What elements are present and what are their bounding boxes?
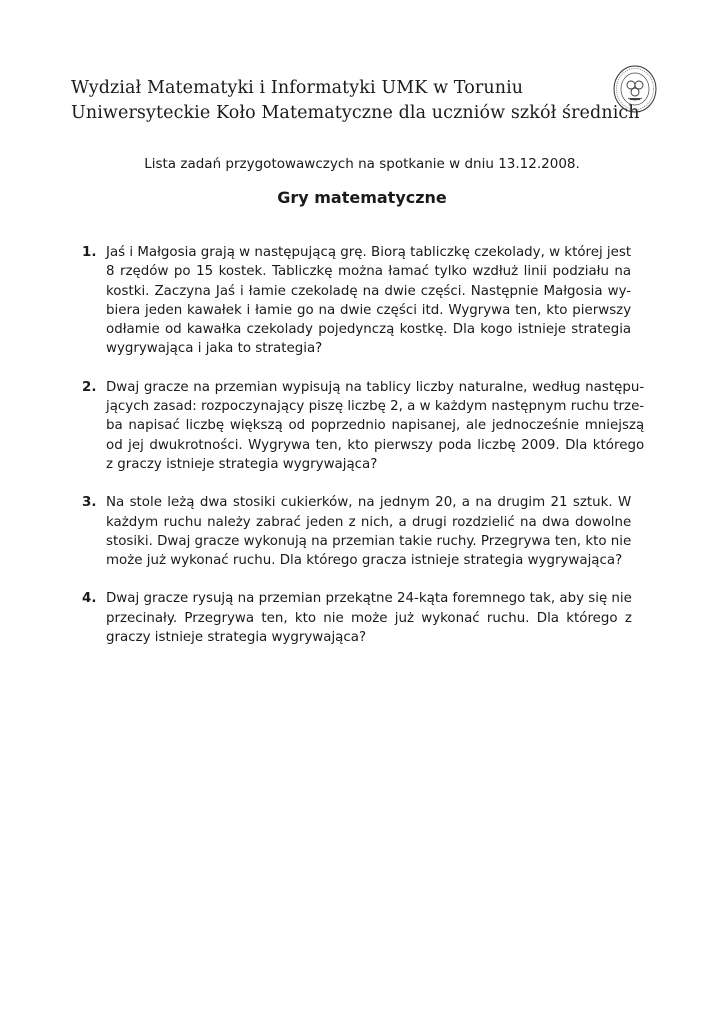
meeting-info: Lista zadań przygotowawczych na spotkanie w dniu 13.12.2008. bbox=[144, 156, 580, 172]
problem-line: Dwaj gracze na przemian wypisują na tablicy liczby naturalne, według następu- bbox=[106, 379, 645, 395]
problem-line: 8 rzędów po 15 kostek. Tabliczkę można łamać tylko wzdłuż linii podziału na bbox=[106, 264, 632, 280]
problem-line: biera jeden kawałek i łamie go na dwie części itd. Wygrywa ten, kto pierwszy bbox=[106, 302, 632, 318]
problem-line: Jaś i Małgosia grają w następującą grę. Biorą tabliczkę czekolady, w której jest bbox=[106, 245, 632, 260]
problem-list bbox=[82, 243, 645, 666]
problem-line: wygrywająca i jaka to strategia? bbox=[106, 341, 323, 357]
problem-line: jących zasad: rozpoczynający piszę liczbę 2, a w każdym następnym ruchu trze- bbox=[106, 399, 645, 415]
problem-line: Dwaj gracze rysują na przemian przekątne 24-kąta foremnego tak, aby się nie bbox=[106, 591, 632, 607]
problem-line: może już wykonać ruchu. Dla którego gracza istnieje strategia wygrywająca? bbox=[106, 553, 623, 569]
problem-line: od jej dwukrotności. Wygrywa ten, kto pierwszy poda liczbę 2009. Dla którego bbox=[106, 437, 645, 453]
problem-text bbox=[106, 493, 631, 570]
problem-text bbox=[106, 589, 632, 647]
club-name: Uniwersyteckie Koło Matematyczne dla uczniów szkół średnich bbox=[71, 103, 640, 123]
problem-line: z graczy istnieje strategia wygrywająca? bbox=[106, 456, 378, 472]
problem-line: stosiki. Dwaj gracze wykonują na przemian takie ruchy. Przegrywa ten, kto nie bbox=[106, 533, 632, 549]
problem-text bbox=[106, 243, 631, 359]
problem-line: każdym ruchu należy zabrać jeden z nich, a drugi rozdzielić na dwa dowolne bbox=[106, 514, 632, 530]
page-title: Gry matematyczne bbox=[277, 188, 447, 207]
problem-number: 4. bbox=[82, 591, 97, 607]
problem-number: 2. bbox=[82, 379, 97, 395]
university-seal-icon bbox=[612, 64, 658, 114]
problem-line: odłamie od kawałka czekolady pojedynczą kostkę. Dla kogo istnieje strategia bbox=[106, 322, 632, 338]
faculty-header bbox=[71, 76, 640, 126]
problem-number: 1. bbox=[82, 245, 97, 260]
problem-2 bbox=[82, 378, 645, 474]
problem-line: przecinały. Przegrywa ten, kto nie może już wykonać ruchu. Dla którego z bbox=[106, 610, 632, 626]
problem-line: kostki. Zaczyna Jaś i łamie czekoladę na dwie części. Następnie Małgosia wy- bbox=[106, 283, 632, 299]
problem-line: graczy istnieje strategia wygrywająca? bbox=[106, 630, 367, 646]
problem-4 bbox=[82, 589, 632, 647]
problem-number: 3. bbox=[82, 495, 97, 511]
problem-3 bbox=[82, 493, 632, 570]
problem-line: ba napisać liczbę większą od poprzednio napisanej, ale jednocześnie mniejszą bbox=[106, 418, 645, 434]
problem-1 bbox=[82, 243, 632, 359]
faculty-name: Wydział Matematyki i Informatyki UMK w Toruniu bbox=[71, 78, 524, 98]
problem-text bbox=[106, 378, 644, 474]
problem-line: Na stole leżą dwa stosiki cukierków, na jednym 20, a na drugim 21 sztuk. W bbox=[106, 495, 632, 511]
